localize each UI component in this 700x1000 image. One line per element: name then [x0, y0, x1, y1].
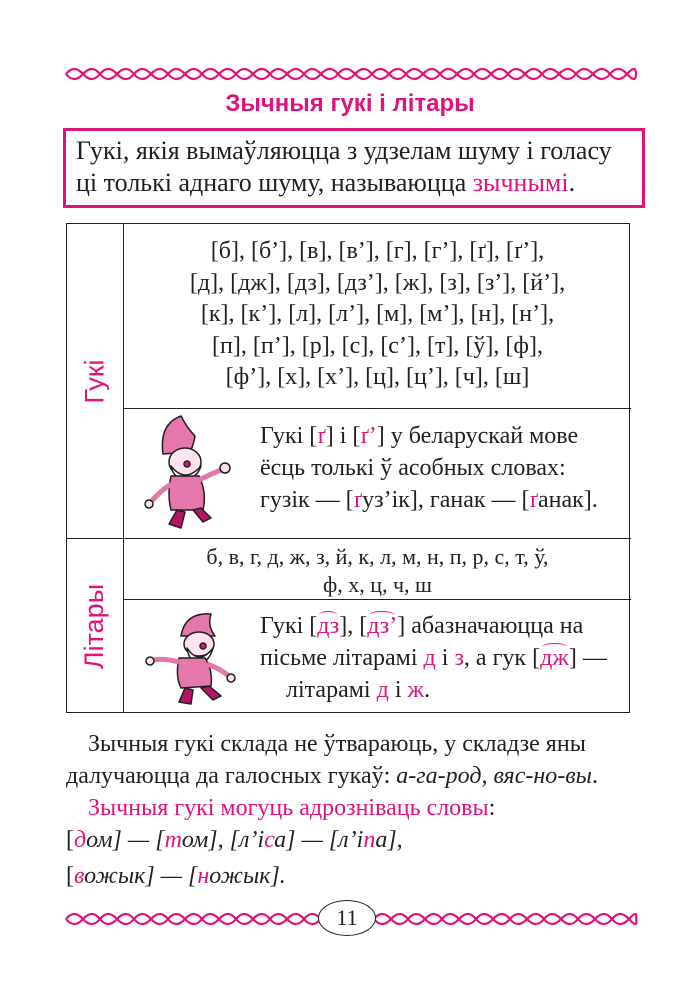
gnome-illustration — [141, 414, 241, 532]
sounds-line: [б], [б’], [в], [в’], [г], [г’], [ґ], [ґ’], — [210, 238, 545, 264]
letters-list — [124, 543, 631, 599]
letters-label: Літары — [79, 583, 110, 669]
note-dz-sounds: Гукі [дз], [дз’] абазначаюцца на пісьме літарамі д і з, а гук [дж] — літарамі д і ж. — [260, 610, 607, 706]
table-divider — [123, 599, 631, 600]
table-divider — [123, 408, 631, 409]
definition-text: Гукі, якія вымаўляюцца з удзелам шуму і голасу ці толькі аднаго шуму, называюцца — [76, 136, 612, 197]
example-line-2: [вожык] — [ножык]. — [66, 863, 286, 889]
definition-highlight: зычнымі — [472, 168, 569, 197]
sounds-list — [124, 236, 631, 394]
page-title: Зычныя гукі і літары — [225, 90, 475, 117]
consonant-paragraph: Зычныя гукі склада не ўтвараюць, у складзе яны далучаюцца да галосных гукаў: а-га-род, вяс-но-вы. — [66, 731, 598, 789]
ornament-border-top — [64, 63, 638, 85]
sounds-line: [п], [п’], [р], [с], [с’], [т], [ў], [ф], — [212, 332, 543, 359]
sounds-line: [д], [дж], [дз], [дз’], [ж], [з], [з’], [й’], — [189, 269, 566, 296]
note-g-sounds: Гукі [ґ] і [ґ’] у беларускай мове ёсць толькі ў асобных словах: гузік — [ґуз’ік], ганак — [ґанак]. — [260, 423, 598, 513]
table-divider — [67, 538, 631, 539]
letters-line: б, в, г, д, ж, з, й, к, л, м, н, п, р, с, т, ў, — [206, 544, 549, 569]
example-line-1: [дом] — [том], [л’іса] — [л’іпа], — [66, 827, 403, 853]
letters-line: ф, х, ц, ч, ш — [322, 572, 433, 597]
page-number: 11 — [318, 900, 376, 936]
sounds-label-cell — [67, 224, 123, 538]
sounds-line: [к], [к’], [л], [л’], [м], [м’], [н], [н’], — [200, 301, 555, 327]
sounds-line: [ф’], [х], [х’], [ц], [ц’], [ч], [ш] — [225, 364, 530, 390]
consonants-table — [66, 223, 630, 713]
rule-line: Зычныя гукі могуць адрозніваць словы: — [88, 795, 496, 821]
definition-box: Гукі, якія вымаўляюцца з удзелам шуму і голасу ці толькі аднаго шуму, называюцца зычнымі. — [63, 128, 645, 208]
gnome-illustration — [141, 606, 241, 706]
sounds-label: Гукі — [79, 358, 110, 404]
letters-label-cell — [67, 538, 123, 714]
